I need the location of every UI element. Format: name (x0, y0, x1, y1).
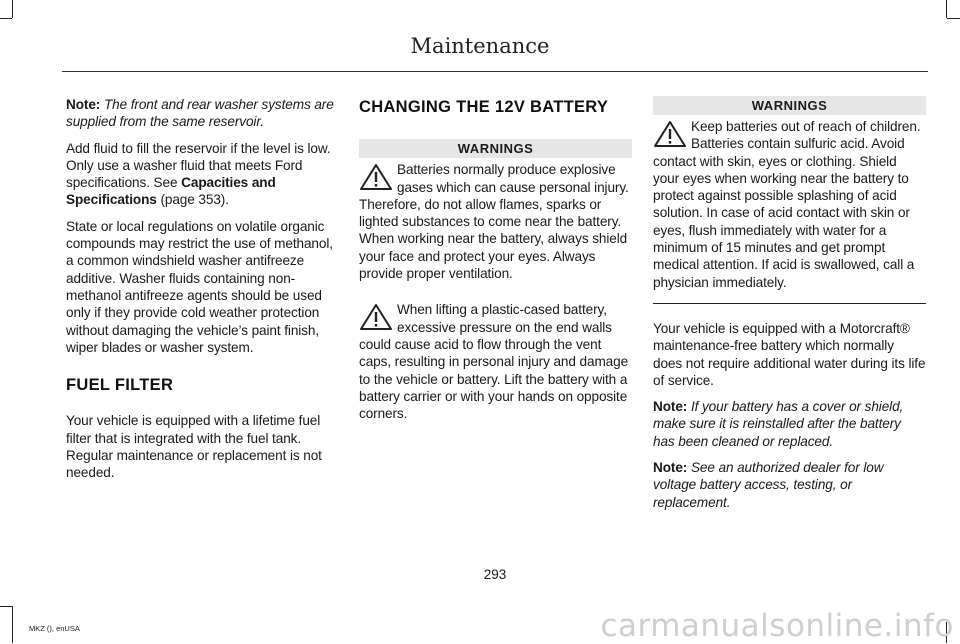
warning-explosive-gases (359, 161, 632, 282)
crop-mark (947, 18, 960, 19)
warning-sulfuric-acid (653, 118, 926, 291)
note-label: Note: (66, 97, 101, 112)
fuel-filter-paragraph: Your vehicle is equipped with a lifetime fuel filter that is integrated with the fuel tank. Regular maintenance or replacement is not needed. (66, 413, 322, 481)
watermark: carmanualsonline.info (600, 608, 954, 644)
warning-text: Keep batteries out of reach of children. Batteries contain sulfuric acid. Avoid contact with skin, eyes or clothing. Shield your eyes when working near the battery to protect against possible splashing of acid solution. In case of acid contact with skin or eyes, flush immediately with water for a minimum of 15 minutes and get prompt medical attention. If acid is swallowed, call a physician immediately. (653, 119, 921, 290)
crop-mark (0, 18, 12, 19)
battery-heading: CHANGING THE 12V BATTERY (359, 98, 609, 116)
fuel-filter-heading: FUEL FILTER (66, 376, 174, 395)
cover-note (653, 398, 926, 450)
column-right (653, 96, 926, 520)
crop-mark (12, 606, 13, 643)
crop-mark (12, 0, 13, 18)
warning-text: Batteries normally produce explosive gases which can cause personal injury. Therefore, do not allow flames, sparks or lighted substances to come near the battery. When working near the battery, always shield your face and protect your eyes. Always provide proper ventilation. (359, 162, 629, 282)
note-text: The front and rear washer systems are supplied from the same reservoir. (66, 97, 334, 130)
warning-triangle-icon (653, 120, 687, 148)
washer-fluid-paragraph (66, 140, 338, 209)
crop-mark (946, 0, 947, 18)
dealer-note (653, 459, 926, 511)
crop-mark (0, 606, 12, 607)
warning-plastic-battery (359, 301, 632, 422)
paragraph-text: Add fluid to fill the reservoir if the level is low. Only use a washer fluid that meets Ford specifications. See (66, 140, 331, 191)
methanol-paragraph: State or local regulations on volatile organic compounds may restrict the use of methanol, a common windshield washer antifreeze additive. Washer fluids containing non-methanol antifreeze agents should be used only if they provide cold weather protection without damaging the vehicle’s paint finish, wiper blades or washer system. (66, 218, 333, 355)
warning-triangle-icon (359, 303, 393, 331)
column-left (66, 96, 338, 491)
page-title: Maintenance (410, 34, 550, 58)
note-text: If your battery has a cover or shield, make sure it is reinstalled after the battery has been cleaned or replaced. (653, 399, 904, 449)
warnings-header: WARNINGS (653, 96, 926, 115)
washer-note (66, 96, 338, 131)
column-middle (359, 96, 632, 431)
note-text: See an authorized dealer for low voltage battery access, testing, or replacement. (653, 460, 884, 510)
warnings-header: WARNINGS (359, 139, 632, 158)
note-label: Note: (653, 460, 688, 476)
warning-text: When lifting a plastic-cased battery, excessive pressure on the end walls could cause acid to flow through the vent caps, resulting in personal injury and damage to the vehicle or battery. Lift the battery with a battery carrier or with your hands on opposite corners. (359, 302, 629, 422)
warnings-divider (653, 303, 926, 304)
note-label: Note: (653, 399, 688, 415)
capacities-link[interactable]: Capacities and Specifications (66, 175, 276, 208)
page-reference: (page 353). (160, 192, 229, 208)
page-number: 293 (483, 567, 507, 582)
warning-triangle-icon (359, 163, 393, 191)
document-code: MKZ (), enUSA (29, 624, 80, 633)
header-rule (62, 71, 928, 72)
motorcraft-paragraph: Your vehicle is equipped with a Motorcraft® maintenance-free battery which normally does not require additional water during its life of service. (653, 320, 926, 388)
